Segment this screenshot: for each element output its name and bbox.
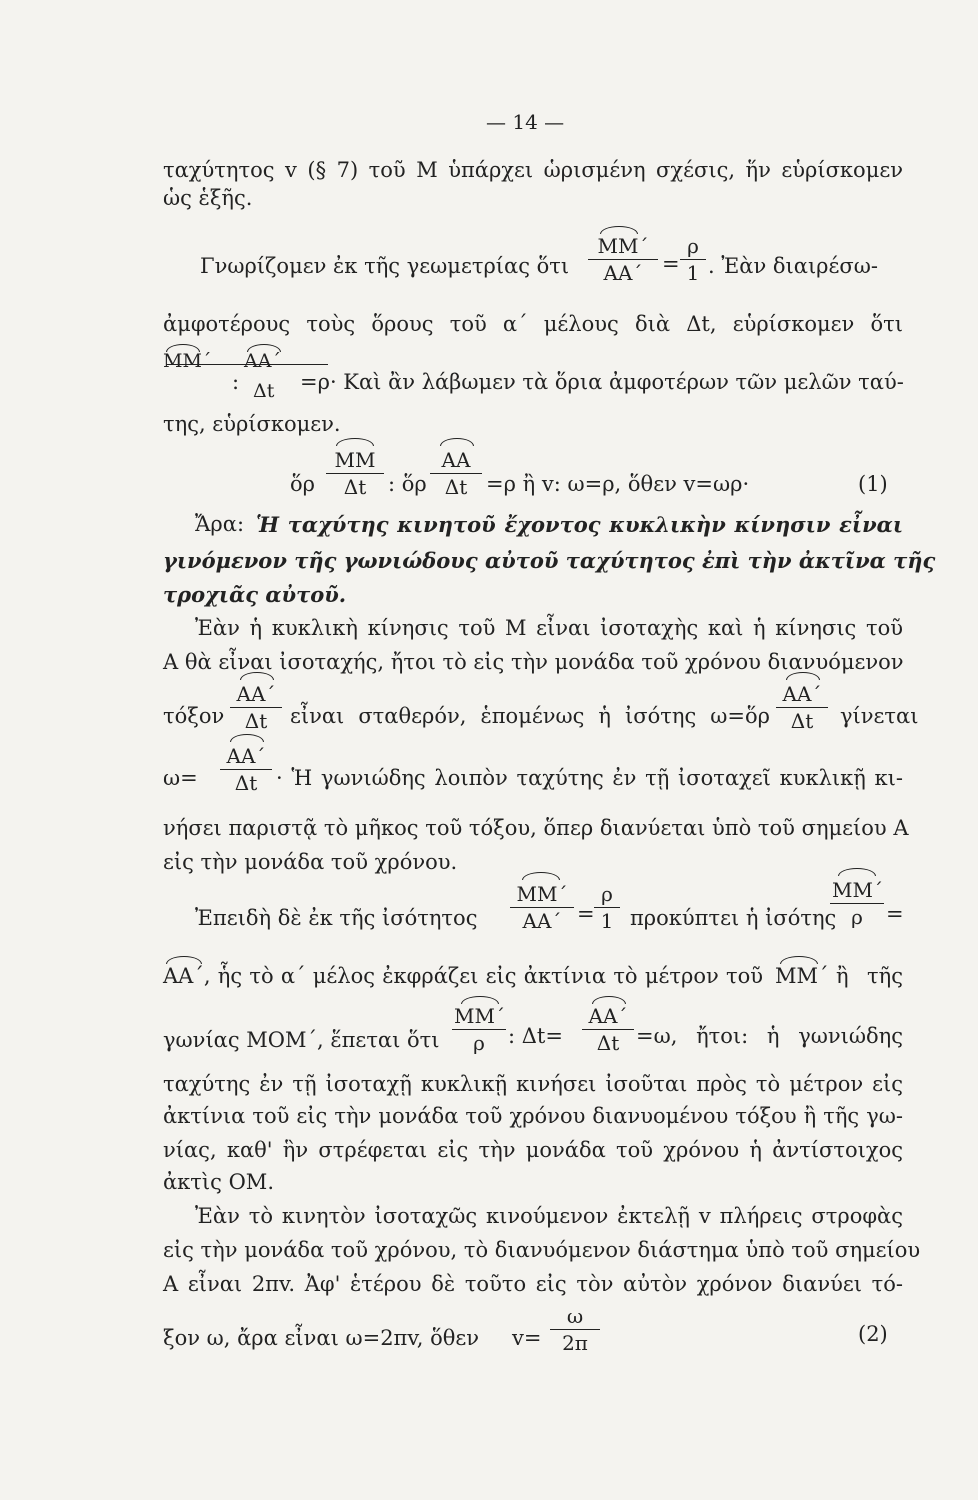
- fraction-bar: [830, 903, 884, 904]
- denominator: 1: [600, 909, 614, 933]
- text-line-6: της, εὑρίσκομεν.: [163, 412, 341, 436]
- colon: :: [232, 370, 240, 394]
- text-line-17b: προκύπτει ἡ ἰσότης: [630, 906, 837, 930]
- denominator: Δt: [790, 709, 814, 733]
- text-line-18c: ἢ τῆς: [836, 964, 903, 988]
- numerator: ΜΜ΄: [516, 882, 568, 906]
- fraction-mm-rho: [452, 1006, 506, 1053]
- fraction-bar: [510, 907, 574, 908]
- text-line-22: νίας, καθ' ἣν στρέφεται εἰς τὴν μονάδα τοῦ χρόνου ἡ ἀντίστοιχος: [163, 1138, 903, 1162]
- equals-sign: =: [886, 902, 904, 926]
- fraction-bar: [430, 473, 482, 474]
- fraction-aa-dt: [582, 1006, 634, 1053]
- theorem-line-3: τροχιᾶς αὐτοῦ.: [163, 582, 347, 607]
- fraction-rho-1: [594, 884, 620, 931]
- arc-mark: [230, 734, 264, 742]
- theorem-line-2: γινόμενον τῆς γωνιώδους αὐτοῦ ταχύτητος ἐπὶ τὴν ἀκτῖνα τῆς: [163, 548, 936, 573]
- text-line-26: Α εἶναι 2πv. Ἀφ' ἑτέρου δὲ τοῦτο εἰς τὸν αὐτὸν χρόνον διανύει τό-: [163, 1272, 903, 1296]
- text-line-11: Ἐὰν ἡ κυκλικὴ κίνησις τοῦ Μ εἶναι ἰσοταχὴς καὶ ἡ κίνησις τοῦ: [195, 616, 903, 640]
- fraction-aa-dt: [220, 746, 272, 793]
- numerator: ρ: [687, 234, 699, 258]
- arc-mark: [780, 956, 818, 964]
- text-line-13c: γίνεται: [840, 704, 919, 728]
- equals-sign: =: [662, 252, 680, 276]
- numerator: ω: [566, 1304, 584, 1328]
- text-line-27a: ξον ω, ἄρα εἶναι ω=2πv, ὅθεν: [163, 1326, 480, 1350]
- fraction-rho-1: [680, 236, 706, 283]
- equals-sign: =: [577, 902, 595, 926]
- arc-mark: [600, 226, 638, 234]
- denominator: Δt: [444, 475, 468, 499]
- denominator: ΑΑ΄: [603, 261, 643, 285]
- text-line-13b: εἶναι σταθερόν, ἑπομένως ἡ ἰσότης ω=ὅρ: [290, 704, 770, 728]
- fraction-bar: [230, 707, 282, 708]
- numerator: ΑΑ΄: [782, 682, 822, 706]
- fraction-bar: [452, 1029, 506, 1030]
- fraction-aa-dt: [776, 684, 828, 731]
- fraction-bar: [776, 707, 828, 708]
- text-line-27b: v=: [512, 1326, 542, 1350]
- text-line-16: εἰς τὴν μονάδα τοῦ χρόνου.: [163, 850, 458, 874]
- eq1-limit-2: : ὅρ: [388, 472, 427, 496]
- denominator: Δt: [234, 771, 258, 795]
- text-line-18a: ΑΑ΄, ἧς τὸ α΄ μέλος ἐκφράζει εἰς ἀκτίνια τὸ μέτρον τοῦ: [163, 964, 763, 988]
- numerator: ΜΜ: [334, 448, 376, 472]
- fraction-bar: [594, 907, 620, 908]
- numerator: ΑΑ΄: [226, 744, 266, 768]
- fraction-mm-rho: [830, 880, 884, 927]
- text-line-17a: Ἐπειδὴ δὲ ἐκ τῆς ἰσότητος: [195, 906, 478, 930]
- fraction-mm-aa: [588, 236, 658, 283]
- text-line-19c: =ω, ἤτοι: ἡ γωνιώδης: [636, 1024, 903, 1048]
- fraction-aa-dt: [430, 450, 482, 497]
- text-line-1: ταχύτητος v (§ 7) τοῦ Μ ὑπάρχει ὡρισμένη σχέσις, ἥν εὑρίσκομεν: [163, 158, 903, 182]
- page-number: — 14 —: [486, 110, 565, 134]
- text-line-14a: ω=: [163, 766, 198, 790]
- numerator: ΜΜ΄: [832, 878, 883, 902]
- fraction-bar: [550, 1329, 600, 1330]
- text-line-25: εἰς τὴν μονάδα τοῦ χρόνου, τὸ διανυόμενον διάστημα ὑπὸ τοῦ σημείου: [163, 1238, 921, 1262]
- denominator: Δt: [596, 1031, 620, 1055]
- numerator: ΜΜ΄: [597, 234, 649, 258]
- eq2-label: (2): [858, 1322, 888, 1346]
- arc-mark: [461, 996, 499, 1004]
- text-line-23: ἀκτὶς ΟΜ.: [163, 1170, 274, 1194]
- arc-mark: [838, 868, 876, 876]
- eq1-label: (1): [858, 472, 888, 496]
- arc-mark: [166, 956, 202, 964]
- text-line-8-pre: Ἄρα:: [195, 512, 245, 536]
- text-line-24: Ἐὰν τὸ κινητὸν ἰσοταχῶς κινούμενον ἐκτελῇ v πλήρεις στροφὰς: [195, 1204, 903, 1228]
- text-line-3a: Γνωρίζομεν ἐκ τῆς γεωμετρίας ὅτι: [200, 254, 570, 278]
- fraction-bar: [220, 769, 272, 770]
- denominator: ρ: [473, 1031, 485, 1055]
- text-line-15: νήσει παριστᾷ τὸ μῆκος τοῦ τόξου, ὅπερ διανύεται ὑπὸ τοῦ σημείου Α: [163, 816, 909, 840]
- denominator: ΑΑ΄: [522, 909, 562, 933]
- text-line-13a: τόξον: [163, 704, 225, 728]
- denominator: Δt: [343, 475, 367, 499]
- denominator: Δt: [244, 709, 268, 733]
- fraction-bar: [680, 259, 706, 260]
- delta-t-label: Δt: [253, 380, 275, 402]
- fraction-omega-2pi: [550, 1306, 600, 1353]
- arc-mark: [440, 438, 474, 446]
- denominator: 2π: [562, 1331, 588, 1355]
- fraction-aa-dt: [230, 684, 282, 731]
- numerator: ΑΑ΄: [236, 682, 276, 706]
- text-line-4: ἀμφοτέρους τοὺς ὅρους τοῦ α΄ μέλους διὰ Δt, εὑρίσκομεν ὅτι: [163, 312, 903, 336]
- text-line-3b: . Ἐὰν διαιρέσω-: [708, 254, 878, 278]
- fraction-bar: [166, 364, 328, 365]
- fraction-bar: [588, 259, 658, 260]
- text-line-21: ἀκτίνια τοῦ εἰς τὴν μονάδα τοῦ χρόνου διανυομένου τόξου ἢ τῆς γω-: [163, 1104, 903, 1128]
- fraction-mm-aa: [510, 884, 574, 931]
- text-line-20: ταχύτης ἐν τῇ ἰσοταχῇ κυκλικῇ κινήσει ἰσοῦται πρὸς τὸ μέτρον εἰς: [163, 1072, 903, 1096]
- numerator: ρ: [601, 882, 613, 906]
- numerator: ΑΑ΄: [588, 1004, 628, 1028]
- arc-mark: [522, 872, 560, 880]
- text-line-2: ὡς ἑξῆς.: [163, 186, 253, 210]
- numerator: ΑΑ: [441, 448, 471, 472]
- mm-prime-label: ΜΜ΄: [163, 350, 212, 372]
- denominator: ρ: [851, 905, 863, 929]
- eq1-limit-1: ὅρ: [290, 472, 315, 496]
- fraction-bar: [326, 473, 384, 474]
- fraction-bar: [582, 1029, 634, 1030]
- text-line-14b: · Ἡ γωνιώδης λοιπὸν ταχύτης ἐν τῇ ἰσοταχεῖ κυκλικῇ κι-: [276, 766, 903, 790]
- mm-arc-label: ΜΜ΄: [775, 964, 829, 988]
- denominator: 1: [686, 261, 700, 285]
- aa-prime-label: ΑΑ΄: [244, 350, 281, 372]
- text-line-5: =ρ· Καὶ ἂν λάβωμεν τὰ ὅρια ἀμφοτέρων τῶν μελῶν ταύ-: [300, 370, 904, 394]
- text-line-19b: : Δt=: [508, 1024, 563, 1048]
- eq1-rest: =ρ ἢ v: ω=ρ, ὅθεν v=ωρ·: [486, 472, 750, 496]
- theorem-line-1: Ἡ ταχύτης κινητοῦ ἔχοντος κυκλικὴν κίνησιν εἶναι: [256, 512, 903, 537]
- text-line-12: Α θὰ εἶναι ἰσοταχής, ἤτοι τὸ εἰς τὴν μονάδα τοῦ χρόνου διανυόμενον: [163, 650, 904, 674]
- fraction-mm-dt: [326, 450, 384, 497]
- text-line-19a: γωνίας ΜΟΜ΄, ἕπεται ὅτι: [163, 1028, 440, 1052]
- numerator: ΜΜ΄: [454, 1004, 505, 1028]
- arc-mark: [592, 996, 626, 1004]
- arc-mark: [336, 438, 374, 446]
